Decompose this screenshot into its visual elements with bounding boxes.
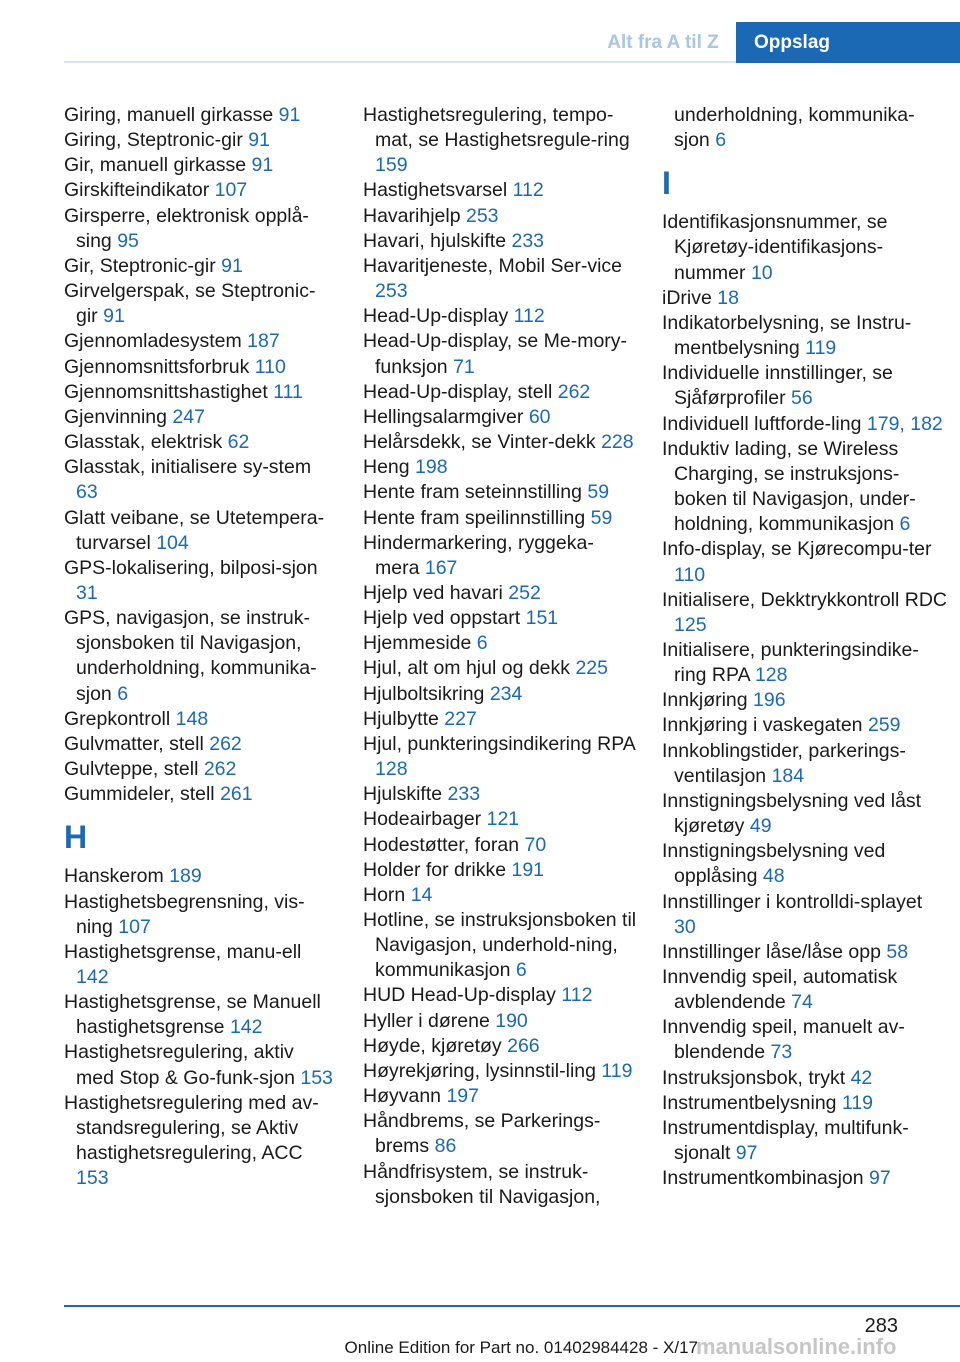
page-link[interactable]: 49 bbox=[749, 815, 772, 838]
page-number: 283 bbox=[864, 1315, 898, 1337]
index-entry bbox=[64, 329, 336, 354]
page-link[interactable]: 128 bbox=[754, 664, 788, 687]
page-link[interactable]: 42 bbox=[850, 1066, 873, 1089]
page-link[interactable]: 252 bbox=[508, 581, 541, 604]
page-link[interactable]: 234 bbox=[489, 682, 523, 705]
page-link[interactable]: 97 bbox=[735, 1142, 758, 1165]
index-term: Glatt veibane, se Utetempera‐turvarsel bbox=[64, 506, 325, 554]
page-link[interactable]: 121 bbox=[486, 808, 520, 831]
page-link[interactable]: 196 bbox=[753, 689, 786, 712]
index-term: Innstillinger låse/låse opp bbox=[662, 940, 887, 963]
index-entry bbox=[64, 940, 336, 990]
page-link[interactable]: 6 bbox=[117, 682, 129, 705]
index-entry bbox=[64, 254, 336, 279]
page-link[interactable]: 59 bbox=[587, 481, 610, 504]
index-entry bbox=[662, 965, 947, 1015]
index-term: Grepkontroll bbox=[64, 707, 176, 730]
page-link[interactable]: 187 bbox=[247, 330, 280, 353]
index-term: Gjennomladesystem bbox=[64, 330, 248, 353]
index-entry bbox=[662, 839, 947, 889]
index-entry bbox=[64, 864, 336, 889]
index-term: Induktiv lading, se Wireless Charging, se instruksjons‐boken til Navigasjon, under‐holdning, kommunikasjon bbox=[662, 437, 916, 536]
index-entry bbox=[363, 908, 638, 983]
page-link[interactable]: 60 bbox=[528, 405, 551, 428]
index-term: Havarihjelp bbox=[363, 204, 466, 227]
index-term: Hjul, alt om hjul og dekk bbox=[363, 657, 576, 680]
page-link[interactable]: 111 bbox=[273, 380, 303, 403]
index-entry bbox=[662, 890, 947, 940]
index-term: Hotline, se instruksjonsboken til Navigasjon, underhold‐ning, kommunikasjon bbox=[363, 909, 637, 982]
index-entry bbox=[363, 581, 638, 606]
page-link[interactable]: 91 bbox=[248, 129, 270, 152]
index-term: Girvelgerspak, se Steptronic-gir bbox=[64, 280, 316, 328]
index-term: Hodestøtter, foran bbox=[363, 833, 525, 856]
page-link[interactable]: 31 bbox=[76, 581, 98, 604]
index-term: Giring, manuell girkasse bbox=[64, 104, 279, 126]
index-term: Instrumentdisplay, multifunk‐sjonalt bbox=[662, 1116, 909, 1165]
page-link[interactable]: 128 bbox=[375, 758, 408, 781]
page-link[interactable]: 228 bbox=[601, 431, 634, 454]
index-term: Indikatorbelysning, se Instru‐mentbelysning bbox=[662, 311, 912, 360]
index-entry bbox=[662, 638, 947, 688]
index-term: Gummideler, stell bbox=[64, 783, 221, 806]
index-term: Instruksjonsbok, trykt bbox=[662, 1066, 851, 1089]
index-entry bbox=[662, 210, 947, 285]
index-entry bbox=[64, 782, 336, 807]
index-term: Hastighetsgrense, se Manuell hastighetsgrense bbox=[64, 991, 321, 1039]
page-link[interactable]: 107 bbox=[118, 915, 151, 938]
index-term: Havaritjeneste, Mobil Ser‐vice bbox=[363, 254, 623, 277]
index-entry bbox=[662, 537, 947, 587]
page-link[interactable]: 266 bbox=[507, 1034, 540, 1057]
index-entry bbox=[64, 355, 336, 380]
index-entry bbox=[363, 883, 638, 908]
page-link[interactable]: 247 bbox=[172, 405, 205, 428]
index-entry bbox=[363, 807, 638, 832]
page-link[interactable]: 153 bbox=[76, 1167, 109, 1190]
index-term: Info-display, se Kjørecompu‐ter bbox=[662, 538, 932, 561]
index-term: GPS, navigasjon, se instruk‐sjonsboken til Navigasjon, underholdning, kommunika‐sjon bbox=[64, 607, 317, 705]
page-link[interactable]: 142 bbox=[229, 1016, 263, 1039]
page-link[interactable]: 261 bbox=[220, 783, 253, 806]
index-entry bbox=[363, 506, 638, 531]
page-link[interactable]: 119 bbox=[841, 1091, 874, 1114]
index-entry bbox=[363, 380, 638, 405]
page-link[interactable]: 233 bbox=[511, 229, 545, 252]
page-link[interactable]: 159 bbox=[375, 154, 408, 177]
page-link[interactable]: 6 bbox=[715, 129, 727, 152]
footer-rule bbox=[64, 1305, 960, 1307]
index-entry bbox=[64, 204, 336, 254]
index-term: Håndfrisystem, se instruk‐sjonsboken til Navigasjon, bbox=[363, 1160, 601, 1208]
index-entry bbox=[363, 455, 638, 480]
index-entry bbox=[64, 1040, 336, 1090]
edition-footer: Online Edition for Part no. 01402984428 - X/17 bbox=[344, 1338, 698, 1357]
page-link[interactable]: 110 bbox=[674, 563, 706, 586]
index-term: Helårsdekk, se Vinter‐dekk bbox=[363, 431, 602, 454]
index-entry bbox=[662, 688, 947, 713]
page-link[interactable]: 73 bbox=[770, 1041, 793, 1064]
index-term: Hastighetsvarsel bbox=[363, 179, 513, 202]
watermark: manualsonline.info bbox=[696, 1334, 897, 1359]
index-entry bbox=[64, 178, 336, 203]
index-term: Hastighetsbegrensning, vis‐ning bbox=[64, 890, 305, 938]
index-term: iDrive bbox=[662, 286, 718, 309]
page-link[interactable]: 86 bbox=[434, 1135, 457, 1158]
page-link[interactable]: 48 bbox=[762, 865, 785, 888]
index-entry bbox=[363, 1034, 638, 1059]
page-link[interactable]: 91 bbox=[221, 254, 243, 277]
index-term: Hjelp ved oppstart bbox=[363, 607, 526, 630]
index-entry bbox=[363, 732, 638, 782]
index-term: Horn bbox=[363, 883, 411, 906]
index-term: Head-Up-display bbox=[363, 305, 514, 328]
index-column-3 bbox=[662, 103, 947, 1191]
index-term: Innvendig speil, manuelt av‐blendende bbox=[662, 1016, 905, 1064]
page-link[interactable]: 259 bbox=[867, 714, 901, 737]
page-link[interactable]: 153 bbox=[300, 1066, 333, 1089]
index-entry bbox=[64, 103, 336, 128]
page-link[interactable]: 225 bbox=[575, 657, 608, 680]
index-term: Hjelp ved havari bbox=[363, 581, 509, 604]
page-link[interactable]: 167 bbox=[424, 556, 458, 579]
page-link[interactable]: 71 bbox=[453, 355, 475, 378]
index-term: Innvendig speil, automatisk avblendende bbox=[662, 966, 898, 1014]
index-entry bbox=[363, 204, 638, 229]
page-link[interactable]: 198 bbox=[415, 456, 448, 479]
index-entry bbox=[662, 311, 947, 361]
index-term: Hastighetsgrense, manu‐ell bbox=[64, 940, 302, 963]
page-link[interactable]: 30 bbox=[674, 915, 696, 938]
index-term: Giring, Steptronic-gir bbox=[64, 129, 249, 152]
index-term: Hjulboltsikring bbox=[363, 682, 490, 705]
index-entry bbox=[662, 1091, 947, 1116]
index-term: Innstigningsbelysning ved opplåsing bbox=[662, 840, 886, 888]
page-link[interactable]: 56 bbox=[791, 387, 813, 410]
page-link[interactable]: 70 bbox=[524, 833, 547, 856]
index-entry bbox=[64, 153, 336, 178]
index-entry bbox=[64, 128, 336, 153]
page-link[interactable]: 62 bbox=[227, 431, 250, 454]
index-entry bbox=[64, 990, 336, 1040]
index-term: Gulvteppe, stell bbox=[64, 758, 204, 781]
page-link[interactable]: 97 bbox=[869, 1167, 891, 1190]
index-term: Gulvmatter, stell bbox=[64, 732, 210, 755]
page-link[interactable]: 91 bbox=[251, 154, 274, 177]
index-term: Gir, Steptronic-gir bbox=[64, 254, 222, 277]
page-link[interactable]: 6 bbox=[476, 632, 488, 655]
page-link[interactable]: 18 bbox=[717, 286, 739, 309]
index-term: Høyde, kjøretøy bbox=[363, 1034, 508, 1057]
index-entry bbox=[363, 1009, 638, 1034]
index-entry bbox=[64, 405, 336, 430]
index-entry bbox=[363, 858, 638, 883]
index-term: Hanskerom bbox=[64, 865, 170, 888]
index-entry bbox=[662, 1066, 947, 1091]
index-term: Hente fram speilinnstilling bbox=[363, 506, 591, 529]
active-tab[interactable]: Oppslag bbox=[736, 22, 960, 63]
index-entry bbox=[64, 606, 336, 707]
index-term: Individuelle innstillinger, se Sjåførprofiler bbox=[662, 362, 893, 410]
page-link[interactable]: 63 bbox=[76, 481, 98, 504]
index-entry bbox=[363, 254, 638, 304]
page-link[interactable]: 233 bbox=[447, 783, 481, 806]
page-link[interactable]: 112 bbox=[513, 305, 545, 328]
page-link[interactable]: 112 bbox=[561, 984, 593, 1007]
index-term: Hellingsalarmgiver bbox=[363, 405, 529, 428]
page-link[interactable]: 184 bbox=[771, 764, 805, 787]
index-entry bbox=[64, 380, 336, 405]
section-letter: H bbox=[64, 819, 88, 856]
index-term: Hodeairbager bbox=[363, 808, 487, 831]
index-entry bbox=[662, 713, 947, 738]
page-link[interactable]: 119 bbox=[601, 1059, 633, 1082]
index-entry bbox=[363, 1059, 638, 1084]
index-entry bbox=[662, 286, 947, 311]
section-letter: I bbox=[662, 165, 671, 202]
page-link[interactable]: 197 bbox=[446, 1085, 479, 1108]
index-entry bbox=[363, 833, 638, 858]
index-entry bbox=[363, 304, 638, 329]
index-term: Havari, hjulskifte bbox=[363, 229, 512, 252]
index-entry bbox=[662, 103, 947, 153]
index-term: Håndbrems, se Parkerings‐brems bbox=[363, 1110, 601, 1158]
index-term: Gjennomsnittsforbruk bbox=[64, 355, 255, 378]
page-link[interactable]: 151 bbox=[525, 607, 559, 630]
index-entry bbox=[662, 437, 947, 538]
index-term: Innstillinger i kontrolldi‐splayet bbox=[662, 890, 923, 913]
index-term: Identifikasjonsnummer, se Kjøretøy-identifikasjons‐nummer bbox=[662, 211, 888, 284]
page-link[interactable]: 191 bbox=[511, 858, 545, 881]
index-entry bbox=[363, 531, 638, 581]
index-term: Innkoblingstider, parkerings‐ventilasjon bbox=[662, 739, 906, 787]
index-entry bbox=[64, 506, 336, 556]
page-link[interactable]: 6 bbox=[515, 959, 527, 982]
index-entry bbox=[363, 656, 638, 681]
index-term: Head-Up-display, stell bbox=[363, 380, 558, 403]
page-link[interactable]: 91 bbox=[278, 104, 301, 126]
index-entry bbox=[64, 707, 336, 732]
page-link[interactable]: 6 bbox=[899, 513, 911, 536]
index-term: Holder for drikke bbox=[363, 858, 512, 881]
index-entry bbox=[363, 1109, 638, 1159]
index-entry bbox=[363, 329, 638, 379]
page-link[interactable]: 104 bbox=[156, 531, 189, 554]
page-link[interactable]: 74 bbox=[791, 991, 813, 1014]
index-term: Girsperre, elektronisk opplå‐sing bbox=[64, 204, 309, 252]
index-entry bbox=[662, 361, 947, 411]
index-entry bbox=[64, 556, 336, 606]
index-term: Initialisere, Dekktrykkontroll RDC bbox=[662, 588, 947, 611]
page-link[interactable]: 125 bbox=[674, 613, 707, 636]
index-entry bbox=[64, 732, 336, 757]
index-entry bbox=[363, 682, 638, 707]
page-link[interactable]: 91 bbox=[103, 305, 125, 328]
index-entry bbox=[363, 229, 638, 254]
index-term: underholdning, kommunika‐sjon bbox=[674, 104, 915, 152]
index-term: GPS-lokalisering, bilposi‐sjon bbox=[64, 556, 318, 579]
index-term: Instrumentbelysning bbox=[662, 1091, 842, 1114]
index-entry bbox=[662, 412, 947, 437]
index-entry bbox=[64, 1091, 336, 1192]
page-link[interactable]: 148 bbox=[175, 707, 209, 730]
section-tab[interactable]: Alt fra A til Z bbox=[607, 32, 719, 53]
page-link[interactable]: 10 bbox=[750, 261, 773, 284]
index-term: Hyller i dørene bbox=[363, 1009, 496, 1032]
index-entry bbox=[662, 789, 947, 839]
page-link[interactable]: 107 bbox=[214, 179, 248, 202]
index-entry bbox=[363, 1084, 638, 1109]
index-entry bbox=[64, 757, 336, 782]
index-term: Glasstak, initialisere sy‐stem bbox=[64, 456, 312, 479]
index-term: Hjul, punkteringsindikering RPA bbox=[363, 732, 635, 755]
index-entry bbox=[363, 178, 638, 203]
page-link[interactable]: 262 bbox=[203, 758, 237, 781]
index-term: Hastighetsregulering med av‐standsregulering, se Aktiv hastighetsregulering, ACC bbox=[64, 1091, 319, 1165]
index-term: Glasstak, elektrisk bbox=[64, 431, 228, 454]
index-entry bbox=[662, 1015, 947, 1065]
page-link[interactable]: 253 bbox=[465, 204, 499, 227]
index-entry bbox=[662, 1116, 947, 1166]
index-term: Initialisere, punkteringsindike‐ring RPA bbox=[662, 638, 919, 687]
page-link[interactable]: 112 bbox=[512, 179, 544, 202]
index-term: Girskifteindikator bbox=[64, 179, 215, 202]
page-link[interactable]: 227 bbox=[444, 707, 477, 730]
index-entry bbox=[363, 103, 638, 178]
index-entry bbox=[64, 279, 336, 329]
index-entry bbox=[363, 480, 638, 505]
index-entry bbox=[662, 1166, 947, 1191]
index-term: Head-Up-display, se Me‐mory-funksjon bbox=[363, 330, 628, 378]
index-term: Gjennomsnittshastighet bbox=[64, 380, 274, 403]
index-term: Hjulskifte bbox=[363, 783, 448, 806]
index-term: HUD Head-Up-display bbox=[363, 984, 562, 1007]
index-entry bbox=[64, 890, 336, 940]
index-term: Hjulbytte bbox=[363, 707, 445, 730]
page-link[interactable]: 14 bbox=[410, 883, 433, 906]
index-term: Høyvann bbox=[363, 1085, 447, 1108]
index-entry bbox=[363, 606, 638, 631]
index-term: Heng bbox=[363, 456, 416, 479]
index-term: Innkjøring i vaskegaten bbox=[662, 714, 868, 737]
index-column-2 bbox=[363, 103, 638, 1210]
index-entry bbox=[363, 707, 638, 732]
page-link[interactable]: 95 bbox=[117, 229, 139, 252]
index-term: Hastighetsregulering, aktiv med Stop & Go-funk‐sjon bbox=[64, 1041, 301, 1089]
index-entry bbox=[64, 455, 336, 505]
page-link[interactable]: 190 bbox=[495, 1009, 528, 1032]
index-column-1 bbox=[64, 103, 336, 1191]
index-term: Individuell luftforde‐ling bbox=[662, 412, 867, 435]
index-entry bbox=[363, 782, 638, 807]
index-entry bbox=[363, 405, 638, 430]
index-term: Innstigningsbelysning ved låst kjøretøy bbox=[662, 789, 922, 838]
page-link[interactable]: 179, 182 bbox=[866, 412, 943, 435]
index-term: Gjenvinning bbox=[64, 405, 173, 428]
page-link[interactable]: 58 bbox=[886, 940, 909, 963]
page-link[interactable]: 142 bbox=[76, 966, 109, 988]
index-term: Instrumentkombinasjon bbox=[662, 1167, 870, 1190]
index-entry bbox=[64, 430, 336, 455]
index-entry bbox=[363, 430, 638, 455]
index-term: Gir, manuell girkasse bbox=[64, 154, 252, 177]
page-link[interactable]: 189 bbox=[169, 865, 202, 888]
index-entry bbox=[662, 588, 947, 638]
index-entry bbox=[363, 1160, 638, 1210]
index-term: Hindermarkering, ryggeka‐mera bbox=[363, 531, 594, 579]
page-link[interactable]: 262 bbox=[209, 732, 242, 755]
index-term: Hente fram seteinnstilling bbox=[363, 481, 588, 504]
page-link[interactable]: 110 bbox=[254, 355, 286, 378]
page-link[interactable]: 119 bbox=[805, 337, 837, 360]
index-entry bbox=[662, 739, 947, 789]
index-term: Hastighetsregulering, tempo‐mat, se Hastighetsregule‐ring bbox=[363, 104, 630, 152]
index-term: Hjemmeside bbox=[363, 632, 477, 655]
index-entry bbox=[363, 983, 638, 1008]
page-link[interactable]: 253 bbox=[375, 280, 408, 303]
index-entry bbox=[662, 940, 947, 965]
index-term: Høyrekjøring, lysinnstil‐ling bbox=[363, 1059, 602, 1082]
page-link[interactable]: 262 bbox=[557, 380, 591, 403]
index-entry bbox=[363, 631, 638, 656]
index-term: Innkjøring bbox=[662, 689, 754, 712]
page-link[interactable]: 59 bbox=[590, 506, 613, 529]
